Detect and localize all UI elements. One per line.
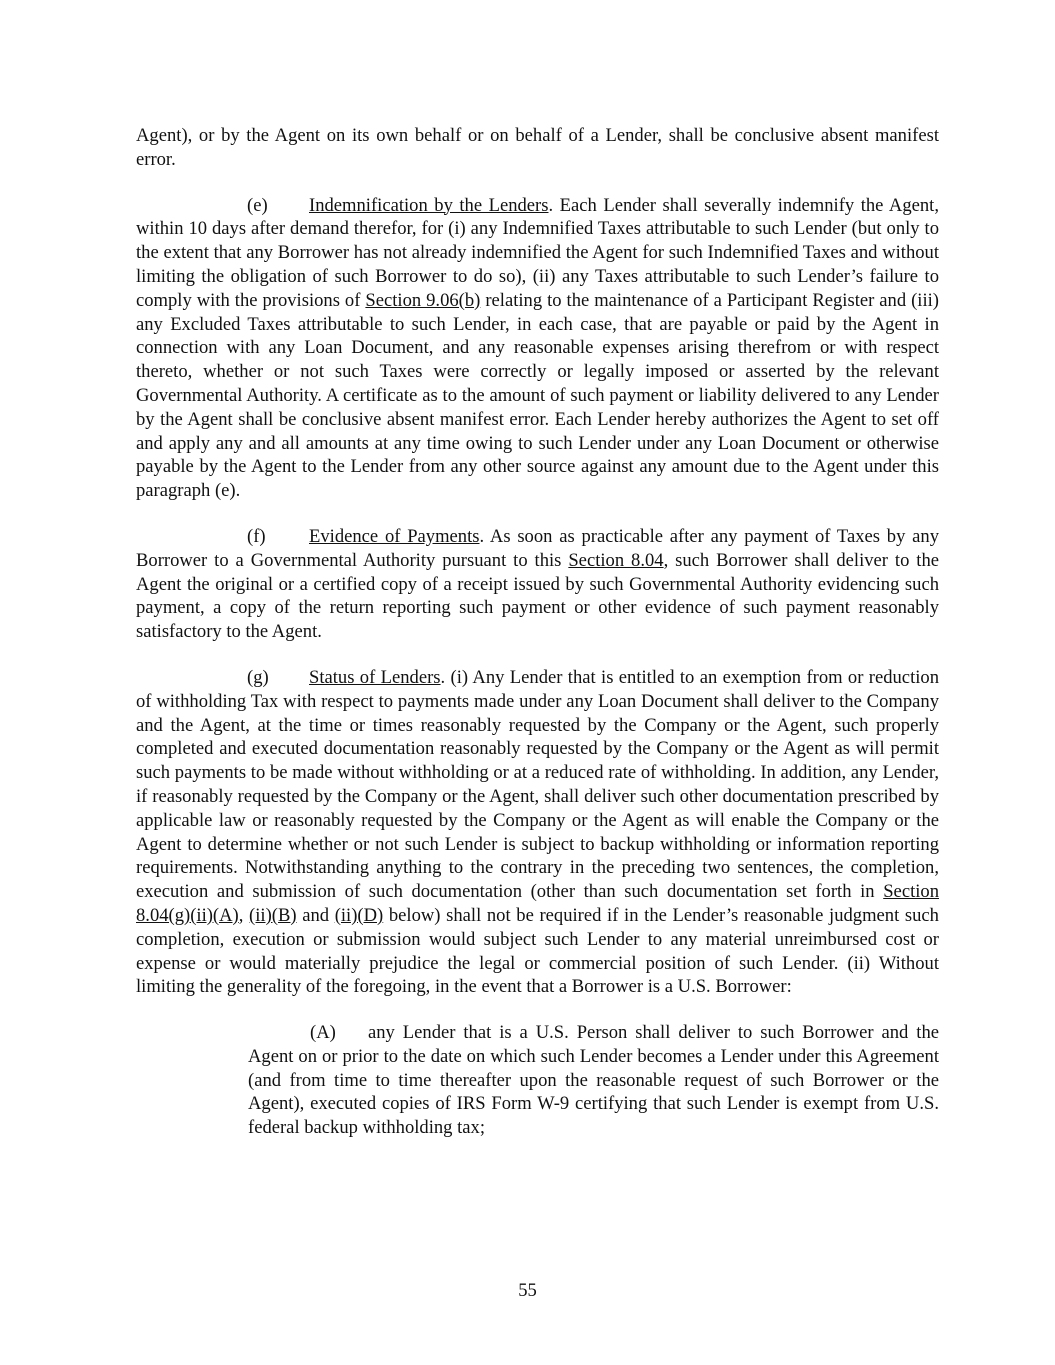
paragraph-f-label: (f): [247, 525, 266, 547]
paragraph-g-text-1: . (i) Any Lender that is entitled to an exemption from or reduction of withholding Tax with respect to payments made under any Loan Document shall deliver to the Company and the Agent, at the time or times reasonably requested by the Company or the Agent, such properly completed and executed documentation reasonably requested by the Company or the Agent as will permit such payments to be made without withholding or at a reduced rate of withholding. In addition, any Lender, if reasonably requested by the Company or the Agent, shall deliver such other documentation prescribed by applicable law or reasonably requested by the Company or the Agent as will enable the Company or the Agent to determine whether or not such Lender is subject to backup withholding or information reporting requirements. Notwithstanding anything to the contrary in the preceding two sentences, the completion, execution and submission of such documentation (other than such documentation set forth in: [136, 666, 939, 903]
paragraph-e-label: (e): [247, 194, 268, 216]
paragraph-e-text-1: . Each Lender shall severally indemnify the Agent, within 10 days after demand therefor, for (i) any Indemnified Taxes attributable to such Lender (but only to the extent that any Borrower has not already indemnified the Agent for such Indemnified Taxes and without limiting the obligation of such Borrower to do so), (ii) any Taxes attributable to such Lender’s failure to comply with the provisions of: [136, 194, 939, 311]
paragraph-g-subsection-a: [248, 1021, 939, 1140]
paragraph-d-continuation: Agent), or by the Agent on its own behalf or on behalf of a Lender, shall be conclusive absent manifest error.: [136, 125, 939, 170]
section-8-04-reference: Section 8.04: [568, 549, 664, 571]
paragraph-f-text-2: , such Borrower shall deliver to the Agent the original or a certified copy of a receipt issued by such Governmental Authority evidencing such payment, a copy of the return reporting such payment or other evidence of such payment reasonably satisfactory to the Agent.: [136, 549, 940, 643]
paragraph-f-text-1: . As soon as practicable after any payment of Taxes by any Borrower to a Governmental Authority pursuant to this: [136, 525, 939, 571]
subsection-a-text: any Lender that is a U.S. Person shall deliver to such Borrower and the Agent on or prior to the date on which such Lender becomes a Lender under this Agreement (and from time to time thereafter upon the reasonable request of such Borrower or the Agent), executed copies of IRS Form W-9 certifying that such Lender is exempt from U.S. federal backup withholding tax;: [248, 1022, 939, 1139]
section-ii-b-reference: (ii)(B): [249, 904, 297, 926]
subsection-a-label: (A): [310, 1022, 336, 1044]
document-body: [136, 124, 939, 1162]
page-number: 55: [518, 1280, 537, 1301]
paragraph-g-text-2: below) shall not be required if in the Lender’s reasonable judgment such completion, execution or submission would subject such Lender to any material unreimbursed cost or expense or would materially prejudice the legal or commercial position of such Lender. (ii) Without limiting the generality of the foregoing, in the event that a Borrower is a U.S. Borrower:: [136, 904, 939, 998]
paragraph-f-heading: Evidence of Payments: [309, 525, 480, 547]
paragraph-e-text-2: relating to the maintenance of a Participant Register and (iii) any Excluded Taxes attributable to such Lender, in each case, that are payable or paid by the Agent in connection with any Loan Document, and any reasonable expenses arising therefrom or with respect thereto, whether or not such Taxes were correctly or legally imposed or asserted by the relevant Governmental Authority. A certificate as to the amount of such payment or liability delivered to any Lender by the Agent shall be conclusive absent manifest error. Each Lender hereby authorizes the Agent to set off and apply any and all amounts at any time owing to such Lender under any Loan Document or otherwise payable by the Agent to the Lender from any other source against any amount due to the Agent under this paragraph (e).: [136, 289, 939, 502]
paragraph-e-heading: Indemnification by the Lenders: [309, 194, 549, 216]
paragraph-g: [136, 666, 939, 999]
paragraph-e: [136, 194, 939, 503]
section-9-06b-reference: Section 9.06(b): [365, 289, 481, 311]
paragraph-g-heading: Status of Lenders: [309, 666, 441, 688]
paragraph-g-separator-2: and: [296, 904, 335, 926]
section-ii-d-reference: (ii)(D): [334, 904, 384, 926]
paragraph-g-label: (g): [247, 666, 269, 688]
section-8-04-g-ii-a-reference: Section 8.04(g)(ii)(A): [136, 881, 939, 926]
paragraph-g-separator-1: ,: [238, 904, 250, 926]
paragraph-f: [136, 525, 939, 644]
